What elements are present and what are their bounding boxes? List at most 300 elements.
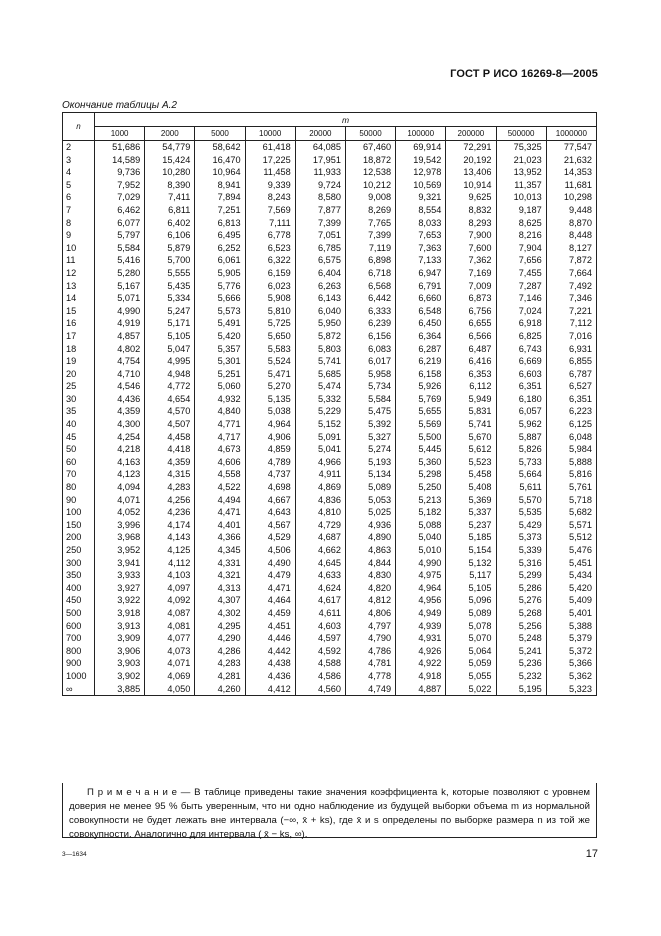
table-row [63,141,597,154]
n-cell: 3 [63,154,95,167]
table-row [63,217,597,230]
value-cell: 4,295 [195,620,245,633]
table-row [63,380,597,393]
value-cell: 5,105 [446,582,496,595]
value-cell: 6,756 [446,305,496,318]
table-row [63,456,597,469]
value-cell: 5,270 [245,380,295,393]
table-row [63,154,597,167]
value-cell: 7,492 [546,280,596,293]
value-cell: 5,250 [396,481,446,494]
value-cell: 6,351 [496,380,546,393]
n-cell: 450 [63,594,95,607]
value-cell: 5,071 [95,292,145,305]
value-cell: 3,902 [95,670,145,683]
table-row [63,242,597,255]
value-cell: 5,038 [245,405,295,418]
value-cell: 13,406 [446,166,496,179]
value-cell: 21,023 [496,154,546,167]
value-cell: 4,558 [195,468,245,481]
value-cell: 5,435 [145,280,195,293]
value-cell: 5,055 [446,670,496,683]
n-cell: 8 [63,217,95,230]
value-cell: 4,458 [145,431,195,444]
value-cell: 4,286 [195,645,245,658]
value-cell: 5,584 [95,242,145,255]
value-cell: 5,337 [446,506,496,519]
value-cell: 4,592 [295,645,345,658]
value-cell: 4,737 [245,468,295,481]
value-cell: 5,420 [546,582,596,595]
value-cell: 5,733 [496,456,546,469]
value-cell: 8,293 [446,217,496,230]
value-cell: 7,569 [245,204,295,217]
value-cell: 51,686 [95,141,145,154]
value-cell: 6,527 [546,380,596,393]
value-cell: 6,287 [396,343,446,356]
value-cell: 5,251 [195,368,245,381]
value-cell: 5,040 [396,531,446,544]
value-cell: 7,399 [345,229,395,242]
value-cell: 6,040 [295,305,345,318]
value-cell: 5,301 [195,355,245,368]
value-cell: 4,911 [295,468,345,481]
value-cell: 4,570 [145,405,195,418]
value-cell: 5,327 [345,431,395,444]
value-cell: 4,494 [195,494,245,507]
value-cell: 5,491 [195,317,245,330]
value-cell: 4,094 [95,481,145,494]
value-cell: 4,869 [295,481,345,494]
value-cell: 5,584 [345,393,395,406]
value-cell: 10,298 [546,191,596,204]
value-cell: 5,474 [295,380,345,393]
n-cell: 30 [63,393,95,406]
value-cell: 8,580 [295,191,345,204]
n-cell: 7 [63,204,95,217]
value-cell: 4,820 [345,582,395,595]
value-cell: 6,566 [446,330,496,343]
value-cell: 5,256 [496,620,546,633]
value-cell: 6,048 [546,431,596,444]
value-cell: 6,239 [345,317,395,330]
value-cell: 6,353 [446,368,496,381]
value-cell: 6,743 [496,343,546,356]
value-cell: 4,673 [195,443,245,456]
n-cell: 19 [63,355,95,368]
value-cell: 6,548 [396,305,446,318]
value-cell: 6,333 [345,305,395,318]
value-cell: 4,307 [195,594,245,607]
value-cell: 4,315 [145,468,195,481]
value-cell: 10,212 [345,179,395,192]
value-cell: 4,948 [145,368,195,381]
value-cell: 5,299 [496,569,546,582]
table-row [63,280,597,293]
value-cell: 6,813 [195,217,245,230]
value-cell: 17,225 [245,154,295,167]
value-cell: 4,729 [295,519,345,532]
value-cell: 4,790 [345,632,395,645]
value-cell: 5,803 [295,343,345,356]
n-cell: 250 [63,544,95,557]
value-cell: 6,778 [245,229,295,242]
value-cell: 5,171 [145,317,195,330]
value-cell: 4,949 [396,607,446,620]
value-cell: 6,180 [496,393,546,406]
value-cell: 4,236 [145,506,195,519]
value-cell: 4,283 [195,657,245,670]
value-cell: 4,471 [195,506,245,519]
value-cell: 5,682 [546,506,596,519]
value-cell: 5,962 [496,418,546,431]
value-cell: 3,903 [95,657,145,670]
value-cell: 5,535 [496,506,546,519]
table-row [63,166,597,179]
value-cell: 5,984 [546,443,596,456]
value-cell: 4,797 [345,620,395,633]
value-cell: 8,243 [245,191,295,204]
value-cell: 4,418 [145,443,195,456]
value-cell: 7,363 [396,242,446,255]
value-cell: 4,975 [396,569,446,582]
value-cell: 5,810 [245,305,295,318]
value-cell: 5,573 [195,305,245,318]
value-cell: 4,092 [145,594,195,607]
value-cell: 5,213 [396,494,446,507]
value-cell: 7,133 [396,254,446,267]
value-cell: 5,369 [446,494,496,507]
n-cell: 6 [63,191,95,204]
value-cell: 7,051 [295,229,345,242]
value-cell: 4,698 [245,481,295,494]
value-cell: 5,471 [245,368,295,381]
value-cell: 4,588 [295,657,345,670]
table-row [63,355,597,368]
value-cell: 10,914 [446,179,496,192]
value-cell: 6,219 [396,355,446,368]
value-cell: 4,359 [145,456,195,469]
value-cell: 4,529 [245,531,295,544]
value-cell: 5,268 [496,607,546,620]
value-cell: 4,290 [195,632,245,645]
value-cell: 6,364 [396,330,446,343]
value-cell: 4,123 [95,468,145,481]
value-cell: 5,888 [546,456,596,469]
n-cell: 45 [63,431,95,444]
table-row [63,645,597,658]
value-cell: 7,146 [496,292,546,305]
value-cell: 4,345 [195,544,245,557]
column-header: 10000 [245,127,295,141]
value-cell: 4,446 [245,632,295,645]
value-cell: 5,195 [496,683,546,696]
value-cell: 19,542 [396,154,446,167]
value-cell: 5,248 [496,632,546,645]
value-cell: 17,951 [295,154,345,167]
value-cell: 5,274 [345,443,395,456]
table-row [63,607,597,620]
value-cell: 5,010 [396,544,446,557]
table-row [63,330,597,343]
value-cell: 4,890 [345,531,395,544]
table-row [63,405,597,418]
n-cell: 16 [63,317,95,330]
value-cell: 5,816 [546,468,596,481]
value-cell: 5,741 [295,355,345,368]
table-row [63,468,597,481]
table-row [63,368,597,381]
value-cell: 5,373 [496,531,546,544]
table-row [63,393,597,406]
value-cell: 3,909 [95,632,145,645]
value-cell: 9,625 [446,191,496,204]
value-cell: 4,218 [95,443,145,456]
value-cell: 7,251 [195,204,245,217]
value-cell: 5,718 [546,494,596,507]
value-cell: 4,806 [345,607,395,620]
value-cell: 11,681 [546,179,596,192]
value-cell: 5,357 [195,343,245,356]
value-cell: 7,399 [295,217,345,230]
n-cell: 2 [63,141,95,154]
value-cell: 4,754 [95,355,145,368]
value-cell: 7,653 [396,229,446,242]
value-cell: 4,281 [195,670,245,683]
n-cell: 600 [63,620,95,633]
value-cell: 9,187 [496,204,546,217]
print-code: 3—1634 [62,851,87,858]
n-cell: 4 [63,166,95,179]
column-header: 100000 [396,127,446,141]
value-cell: 5,523 [446,456,496,469]
column-header: 20000 [295,127,345,141]
value-cell: 5,555 [145,267,195,280]
value-cell: 4,840 [195,405,245,418]
value-cell: 8,554 [396,204,446,217]
value-cell: 4,073 [145,645,195,658]
value-cell: 8,033 [396,217,446,230]
value-cell: 5,025 [345,506,395,519]
table-row [63,494,597,507]
value-cell: 5,280 [95,267,145,280]
value-cell: 4,643 [245,506,295,519]
value-cell: 15,424 [145,154,195,167]
value-cell: 4,995 [145,355,195,368]
n-cell: 18 [63,343,95,356]
table-row [63,557,597,570]
value-cell: 14,353 [546,166,596,179]
n-cell: 900 [63,657,95,670]
n-cell: 10 [63,242,95,255]
column-header: 50000 [345,127,395,141]
value-cell: 4,990 [396,557,446,570]
value-cell: 5,247 [145,305,195,318]
value-cell: 4,926 [396,645,446,658]
value-cell: 7,029 [95,191,145,204]
value-cell: 6,785 [295,242,345,255]
value-cell: 4,071 [145,657,195,670]
value-cell: 4,836 [295,494,345,507]
value-cell: 7,664 [546,267,596,280]
value-cell: 6,660 [396,292,446,305]
value-cell: 6,931 [546,343,596,356]
n-cell: 60 [63,456,95,469]
value-cell: 5,089 [345,481,395,494]
value-cell: 3,933 [95,569,145,582]
value-cell: 7,221 [546,305,596,318]
value-cell: 5,524 [245,355,295,368]
n-cell: 800 [63,645,95,658]
value-cell: 4,778 [345,670,395,683]
value-cell: 9,724 [295,179,345,192]
value-cell: 6,495 [195,229,245,242]
table-row [63,531,597,544]
value-cell: 3,968 [95,531,145,544]
value-cell: 4,789 [245,456,295,469]
value-cell: 6,023 [245,280,295,293]
table-row [63,343,597,356]
value-cell: 5,152 [295,418,345,431]
value-cell: 16,470 [195,154,245,167]
value-cell: 4,918 [396,670,446,683]
value-cell: 4,966 [295,456,345,469]
value-cell: 8,870 [546,217,596,230]
value-cell: 5,096 [446,594,496,607]
table-row [63,620,597,633]
n-cell: 25 [63,380,95,393]
value-cell: 4,507 [145,418,195,431]
value-cell: 8,216 [496,229,546,242]
value-cell: 4,438 [245,657,295,670]
table-row [63,632,597,645]
value-cell: 4,662 [295,544,345,557]
value-cell: 11,458 [245,166,295,179]
column-header: 1000000 [546,127,596,141]
value-cell: 7,016 [546,330,596,343]
value-cell: 4,932 [195,393,245,406]
table-row [63,544,597,557]
value-cell: 5,089 [446,607,496,620]
value-cell: 4,359 [95,405,145,418]
value-cell: 4,143 [145,531,195,544]
value-cell: 4,964 [396,582,446,595]
value-cell: 5,958 [345,368,395,381]
n-cell: 5 [63,179,95,192]
table-row [63,481,597,494]
value-cell: 54,779 [145,141,195,154]
value-cell: 5,420 [195,330,245,343]
value-cell: 9,339 [245,179,295,192]
value-cell: 4,331 [195,557,245,570]
value-cell: 9,736 [95,166,145,179]
value-cell: 5,512 [546,531,596,544]
value-cell: 5,091 [295,431,345,444]
value-cell: 10,964 [195,166,245,179]
value-cell: 7,411 [145,191,195,204]
value-cell: 6,568 [345,280,395,293]
value-cell: 4,597 [295,632,345,645]
value-cell: 4,097 [145,582,195,595]
value-cell: 6,462 [95,204,145,217]
value-cell: 3,918 [95,607,145,620]
n-cell: 35 [63,405,95,418]
value-cell: 5,132 [446,557,496,570]
value-cell: 5,135 [245,393,295,406]
value-cell: 7,877 [295,204,345,217]
value-cell: 4,654 [145,393,195,406]
value-cell: 7,111 [245,217,295,230]
value-cell: 4,781 [345,657,395,670]
table-row [63,569,597,582]
value-cell: 4,830 [345,569,395,582]
value-cell: 4,522 [195,481,245,494]
column-header: 5000 [195,127,245,141]
value-cell: 5,741 [446,418,496,431]
n-cell: 100 [63,506,95,519]
value-cell: 5,372 [546,645,596,658]
value-cell: 3,927 [95,582,145,595]
value-cell: 5,611 [496,481,546,494]
value-cell: 5,769 [396,393,446,406]
value-cell: 5,047 [145,343,195,356]
column-header: 2000 [145,127,195,141]
value-cell: 7,119 [345,242,395,255]
value-cell: 6,811 [145,204,195,217]
value-cell: 4,506 [245,544,295,557]
value-cell: 77,547 [546,141,596,154]
value-cell: 6,156 [345,330,395,343]
value-cell: 6,322 [245,254,295,267]
table-row [63,292,597,305]
value-cell: 10,280 [145,166,195,179]
value-cell: 5,060 [195,380,245,393]
value-cell: 5,286 [496,582,546,595]
value-cell: 5,655 [396,405,446,418]
value-cell: 6,791 [396,280,446,293]
value-cell: 4,687 [295,531,345,544]
value-cell: 6,603 [496,368,546,381]
value-cell: 5,664 [496,468,546,481]
value-cell: 5,429 [496,519,546,532]
value-cell: 72,291 [446,141,496,154]
value-cell: 8,625 [496,217,546,230]
value-cell: 4,771 [195,418,245,431]
value-cell: 4,667 [245,494,295,507]
value-cell: 5,666 [195,292,245,305]
table-row [63,418,597,431]
value-cell: 7,362 [446,254,496,267]
value-cell: 3,913 [95,620,145,633]
value-cell: 7,169 [446,267,496,280]
column-header: 1000 [95,127,145,141]
value-cell: 3,885 [95,683,145,696]
n-cell: ∞ [63,683,95,696]
value-cell: 4,451 [245,620,295,633]
value-cell: 13,952 [496,166,546,179]
value-cell: 6,263 [295,280,345,293]
value-cell: 4,125 [145,544,195,557]
value-cell: 6,787 [546,368,596,381]
value-cell: 6,143 [295,292,345,305]
value-cell: 4,459 [245,607,295,620]
column-header: 200000 [446,127,496,141]
value-cell: 5,445 [396,443,446,456]
n-cell: 500 [63,607,95,620]
value-cell: 4,645 [295,557,345,570]
value-cell: 4,772 [145,380,195,393]
value-cell: 5,070 [446,632,496,645]
